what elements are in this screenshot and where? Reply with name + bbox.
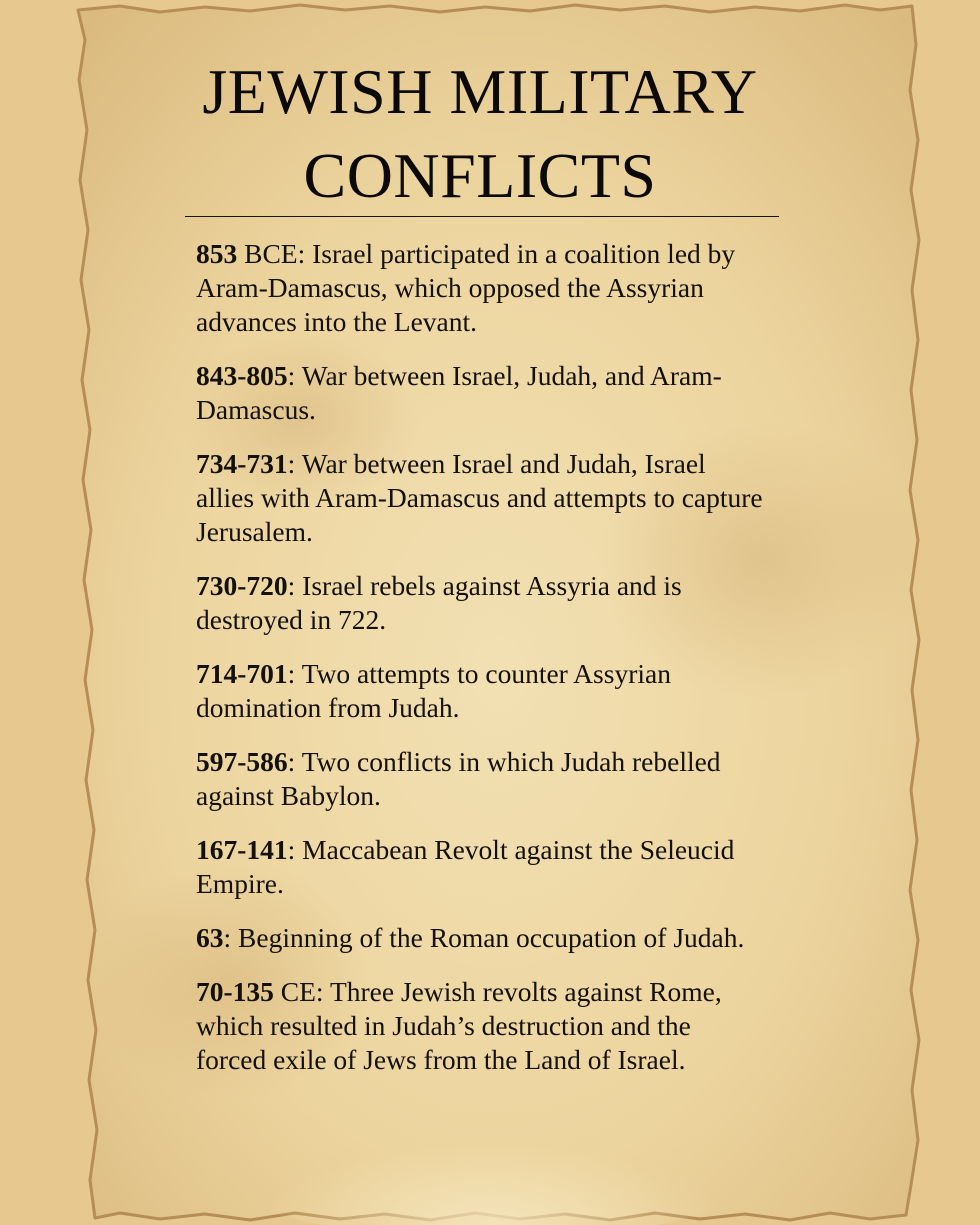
conflict-year: 853 [196, 238, 238, 269]
conflict-entry [196, 447, 766, 549]
conflict-description: CE: Three Jewish revolts against Rome, which resulted in Judah’s destruction and the forced exile of Jews from the Land of Israel. [196, 976, 722, 1075]
conflict-description: : War between Israel and Judah, Israel allies with Aram-Damascus and attempts to capture Jerusalem. [196, 448, 763, 547]
conflict-description: BCE: Israel participated in a coalition led by Aram-Damascus, which opposed the Assyrian advances into the Levant. [196, 238, 736, 337]
conflict-description: : Two attempts to counter Assyrian domination from Judah. [196, 658, 671, 723]
conflict-entry [196, 833, 766, 901]
title-divider [185, 216, 779, 217]
page-title [150, 50, 810, 218]
conflict-entry [196, 237, 766, 339]
conflict-year: 843-805 [196, 360, 288, 391]
title-line-2: CONFLICTS [303, 140, 657, 211]
conflict-year: 63 [196, 922, 224, 953]
conflict-description: : War between Israel, Judah, and Aram-Damascus. [196, 360, 722, 425]
conflict-entry [196, 657, 766, 725]
conflict-year: 597-586 [196, 746, 288, 777]
conflict-entry [196, 975, 766, 1077]
conflict-year: 70-135 [196, 976, 274, 1007]
conflict-entry [196, 921, 766, 955]
conflict-description: : Maccabean Revolt against the Seleucid Empire. [196, 834, 735, 899]
conflict-year: 714-701 [196, 658, 288, 689]
conflict-description: : Two conflicts in which Judah rebelled against Babylon. [196, 746, 721, 811]
conflict-year: 734-731 [196, 448, 288, 479]
conflict-description: : Israel rebels against Assyria and is destroyed in 722. [196, 570, 682, 635]
conflict-list [196, 237, 766, 1097]
conflict-entry [196, 745, 766, 813]
conflict-entry [196, 569, 766, 637]
conflict-year: 730-720 [196, 570, 288, 601]
title-line-1: JEWISH MILITARY [202, 56, 758, 127]
conflict-entry [196, 359, 766, 427]
conflict-description: : Beginning of the Roman occupation of Judah. [223, 922, 745, 953]
conflict-year: 167-141 [196, 834, 288, 865]
